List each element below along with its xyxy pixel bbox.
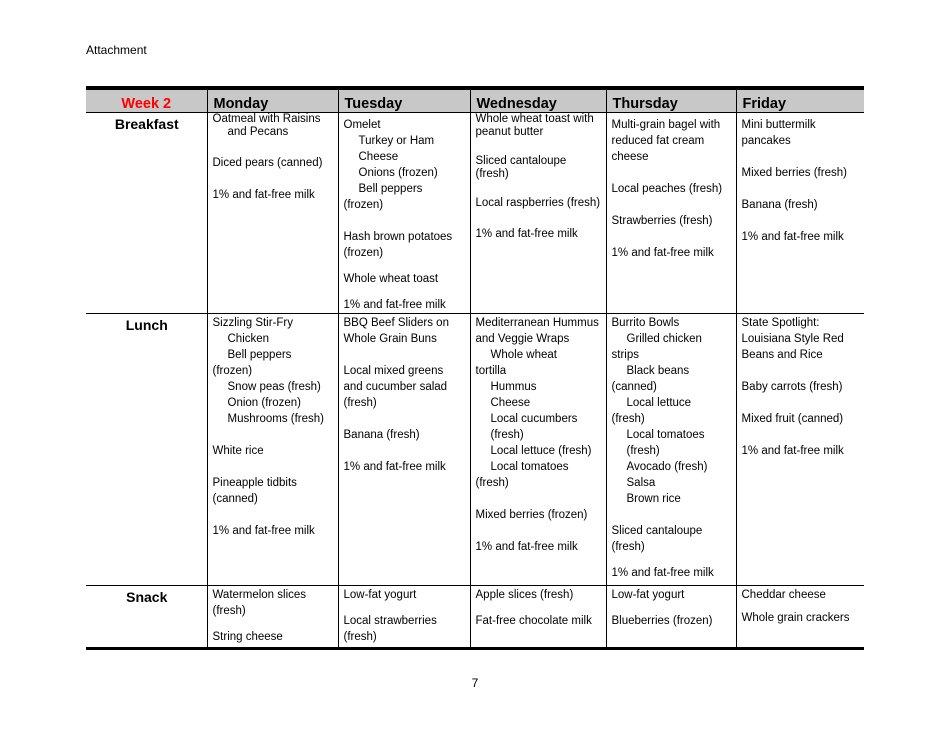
menu-item: Sliced cantaloupe (fresh) [475, 154, 570, 180]
lunch-friday [736, 313, 864, 585]
snack-tuesday [338, 585, 470, 648]
breakfast-wednesday [470, 112, 606, 313]
menu-item: Local strawberries (fresh) [343, 614, 441, 643]
menu-item: Mini buttermilk pancakes [741, 118, 819, 147]
lunch-tuesday [338, 313, 470, 585]
menu-item: Whole grain crackers [741, 611, 850, 624]
menu-item: 1% and fat-free milk [611, 566, 714, 579]
page-number: 7 [471, 676, 479, 690]
menu-item: Strawberries (fresh) [611, 214, 713, 227]
lunch-row [86, 313, 864, 585]
menu-item: Omelet [343, 118, 381, 131]
menu-item: Chicken [227, 332, 270, 345]
menu-item: 1% and fat-free milk [212, 524, 315, 537]
menu-item: String cheese [212, 630, 283, 643]
menu-item: Local cucumbers [490, 412, 578, 425]
menu-item: Avocado (fresh) [626, 460, 708, 473]
menu-item: Local peaches (fresh) [611, 182, 723, 195]
attachment-label: Attachment [86, 43, 147, 57]
menu-item: Watermelon slices (fresh) [212, 588, 310, 617]
menu-item: Hash brown potatoes (frozen) [343, 230, 456, 259]
menu-item: (fresh) [490, 428, 524, 441]
menu-item: strips [611, 348, 639, 361]
snack-thursday [606, 585, 736, 648]
menu-item: tortilla [475, 364, 507, 377]
menu-item: 1% and fat-free milk [475, 540, 578, 553]
menu-item: Banana (fresh) [343, 428, 420, 441]
menu-item: Grilled chicken [626, 332, 702, 345]
menu-item: Mushrooms (fresh) [227, 412, 324, 425]
lunch-thursday [606, 313, 736, 585]
menu-item: Onion (frozen) [227, 396, 302, 409]
menu-item: Local tomatoes [626, 428, 705, 441]
menu-item: Local raspberries (fresh) [475, 196, 601, 209]
snack-wednesday [470, 585, 606, 648]
menu-item: Apple slices (fresh) [475, 588, 574, 601]
menu-item: Blueberries (frozen) [611, 614, 713, 627]
menu-item: Mixed fruit (canned) [741, 412, 844, 425]
menu-item: 1% and fat-free milk [741, 230, 844, 243]
menu-item: 1% and fat-free milk [741, 444, 844, 457]
lunch-monday [207, 313, 338, 585]
menu-item: White rice [212, 444, 264, 457]
lunch-wednesday [470, 313, 606, 585]
menu-item: 1% and fat-free milk [611, 246, 714, 259]
breakfast-row [86, 112, 864, 313]
menu-item: and Pecans [227, 125, 289, 138]
menu-item: BBQ Beef Sliders on Whole Grain Buns [343, 316, 453, 345]
week-label: Week 2 [86, 88, 207, 112]
menu-item: Local lettuce (fresh) [490, 444, 592, 457]
meal-name-lunch: Lunch [86, 313, 207, 585]
menu-item: Black beans [626, 364, 690, 377]
menu-item: Mediterranean Hummus and Veggie Wraps [475, 316, 603, 345]
menu-item: Sliced cantaloupe (fresh) [611, 524, 706, 553]
menu-item: (fresh) [475, 476, 509, 489]
menu-item: Local tomatoes [490, 460, 569, 473]
menu-item: Brown rice [626, 492, 681, 505]
menu-item: (frozen) [212, 364, 253, 377]
snack-monday [207, 585, 338, 648]
menu-item: Pineapple tidbits (canned) [212, 476, 301, 505]
meal-name-snack: Snack [86, 585, 207, 648]
menu-item: Low-fat yogurt [343, 588, 417, 601]
day-header-monday: Monday [207, 88, 338, 112]
menu-item: Onions (frozen) [358, 166, 438, 179]
menu-item: (fresh) [626, 444, 660, 457]
menu-item: Cheddar cheese [741, 588, 826, 601]
menu-item: Diced pears (canned) [212, 156, 323, 169]
menu-item: Low-fat yogurt [611, 588, 685, 601]
breakfast-thursday [606, 112, 736, 313]
menu-item: Sizzling Stir-Fry [212, 316, 294, 329]
menu-item: Oatmeal with Raisins [212, 112, 321, 125]
menu-item: Banana (fresh) [741, 198, 818, 211]
menu-item: 1% and fat-free milk [343, 298, 446, 311]
meal-name-breakfast: Breakfast [86, 112, 207, 313]
menu-item: Hummus [490, 380, 537, 393]
day-header-friday: Friday [736, 88, 864, 112]
menu-item: Whole wheat toast [343, 272, 439, 285]
menu-item: (frozen) [343, 198, 384, 211]
menu-item: Salsa [626, 476, 656, 489]
menu-item: Turkey or Ham [358, 134, 435, 147]
breakfast-tuesday [338, 112, 470, 313]
menu-item: Burrito Bowls [611, 316, 680, 329]
menu-item: Whole wheat toast with peanut butter [475, 112, 597, 138]
menu-item: (fresh) [611, 412, 645, 425]
menu-item: Mixed berries (frozen) [475, 508, 588, 521]
menu-item: State Spotlight: Louisiana Style Red Beans and Rice [741, 316, 847, 361]
menu-item: Whole wheat [490, 348, 557, 361]
menu-item: Local lettuce [626, 396, 692, 409]
menu-item: Bell peppers [358, 182, 423, 195]
menu-item: (canned) [611, 380, 657, 393]
breakfast-monday [207, 112, 338, 313]
menu-item: Bell peppers [227, 348, 292, 361]
table-header-row [86, 88, 864, 112]
menu-item: Snow peas (fresh) [227, 380, 321, 393]
menu-item: 1% and fat-free milk [212, 188, 315, 201]
menu-item: 1% and fat-free milk [475, 227, 578, 240]
menu-item: Local mixed greens and cucumber salad (fresh) [343, 364, 451, 409]
day-header-tuesday: Tuesday [338, 88, 470, 112]
menu-item: Mixed berries (fresh) [741, 166, 847, 179]
snack-friday [736, 585, 864, 648]
menu-item: Multi-grain bagel with reduced fat cream cheese [611, 118, 724, 163]
breakfast-friday [736, 112, 864, 313]
menu-item: Baby carrots (fresh) [741, 380, 843, 393]
day-header-thursday: Thursday [606, 88, 736, 112]
weekly-menu-table [86, 86, 864, 650]
menu-item: Cheese [490, 396, 531, 409]
menu-item: Cheese [358, 150, 399, 163]
menu-item: Fat-free chocolate milk [475, 614, 592, 627]
menu-item: 1% and fat-free milk [343, 460, 446, 473]
snack-row [86, 585, 864, 648]
day-header-wednesday: Wednesday [470, 88, 606, 112]
